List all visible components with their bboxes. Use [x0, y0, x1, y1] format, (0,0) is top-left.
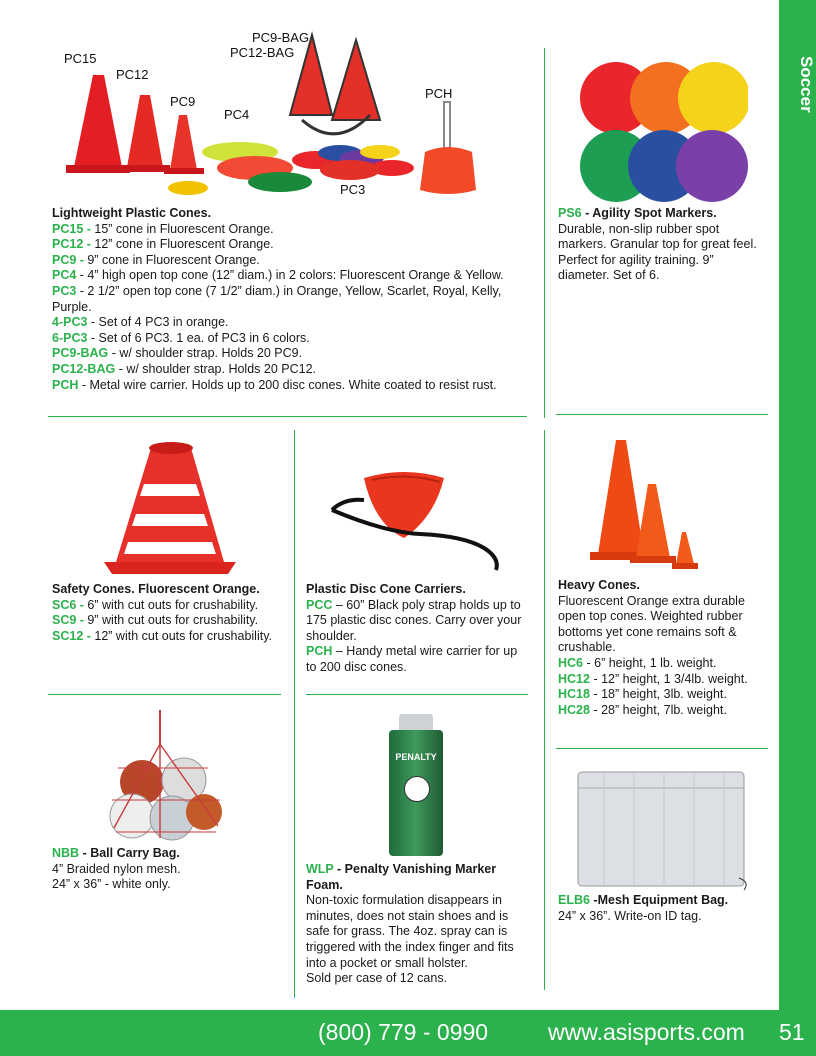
- heavy-cones-description: [558, 578, 770, 718]
- list-item: PC12-BAG - w/ shoulder strap. Holds 20 PC12.: [52, 361, 317, 376]
- product-code: ELB6: [558, 893, 590, 907]
- cone-label-pc12: PC12: [116, 67, 149, 82]
- column-divider: [544, 430, 545, 990]
- safety-cone-image: [96, 434, 246, 580]
- section-label: Soccer: [797, 55, 816, 113]
- list-item: PC9-BAG - w/ shoulder strap. Holds 20 PC9.: [52, 346, 303, 361]
- mesh-bag-image: [574, 768, 754, 894]
- cones-description: [52, 206, 532, 393]
- list-item: PCC – 60” Black poly strap holds up to 175 plastic disc cones. Carry over your shoulder.: [306, 597, 522, 643]
- section-divider: [306, 694, 528, 695]
- spot-marker: [676, 130, 748, 202]
- product-code: PS6: [558, 206, 582, 220]
- spot-marker: [678, 62, 748, 134]
- spot-markers-description: [558, 206, 768, 284]
- cone-label-pc9-bag: PC9-BAG: [252, 30, 310, 45]
- page-footer: [0, 1010, 816, 1056]
- product-code: NBB: [52, 846, 80, 860]
- safety-cones-description: [52, 582, 284, 644]
- list-item: PC15 - 15” cone in Fluorescent Orange.: [52, 221, 274, 236]
- section-divider: [48, 694, 281, 695]
- foam-can-image: [389, 714, 443, 856]
- disc-carrier-image: [324, 438, 520, 578]
- product-body: 24” x 36” - white only.: [52, 877, 171, 892]
- list-item: PC3 - 2 1/2” open top cone (7 1/2” diam.) in Orange, Yellow, Scarlet, Royal, Kelly, Purple.: [52, 283, 502, 314]
- spot-markers-image: [578, 60, 748, 204]
- section-divider: [48, 416, 527, 417]
- product-body: 4” Braided nylon mesh.: [52, 861, 181, 876]
- cone-label-pc3: PC3: [340, 182, 366, 197]
- page-number: 51: [779, 1019, 805, 1045]
- list-item: SC9 - 9” with cut outs for crushability.: [52, 613, 259, 628]
- product-body: Non-toxic formulation disappears in minutes, does not stain shoes and is safe for grass. The 4oz. spray can is triggered with the index finger and fits into a pocket or small holster.: [306, 893, 514, 970]
- heavy-cones-image: [588, 434, 708, 576]
- section-divider: [556, 748, 768, 749]
- ball-bag-image: [108, 708, 224, 844]
- list-item: PC9 - 9” cone in Fluorescent Orange.: [52, 252, 260, 267]
- list-item: HC6 - 6” height, 1 lb. weight.: [558, 655, 717, 670]
- list-item: HC18 - 18” height, 3lb. weight.: [558, 687, 727, 702]
- can-label: PENALTY: [395, 752, 437, 762]
- mesh-bag-description: [558, 893, 770, 924]
- column-divider: [544, 48, 545, 418]
- list-item: SC12 - 12” with cut outs for crushability.: [52, 628, 272, 643]
- product-title: - Agility Spot Markers.: [581, 206, 717, 220]
- disc-carriers-description: [306, 582, 530, 676]
- cone-label-pc15: PC15: [64, 51, 97, 66]
- list-item: PCH - Metal wire carrier. Holds up to 200 disc cones. White coated to resist rust.: [52, 377, 497, 392]
- ball-bag-description: [52, 846, 284, 893]
- cone-label-pc4: PC4: [224, 107, 250, 122]
- product-title: Safety Cones. Fluorescent Orange.: [52, 582, 260, 596]
- phone-number[interactable]: (800) 779 - 0990: [318, 1019, 489, 1045]
- section-sidebar: [779, 0, 816, 1010]
- list-item: 6-PC3 - Set of 6 PC3. 1 ea. of PC3 in 6 colors.: [52, 330, 310, 345]
- list-item: HC12 - 12” height, 1 3/4lb. weight.: [558, 671, 748, 686]
- product-title: Plastic Disc Cone Carriers.: [306, 582, 466, 596]
- website-link[interactable]: www.asisports.com: [548, 1019, 745, 1045]
- section-divider: [556, 414, 768, 415]
- cone-label-pc9: PC9: [170, 94, 196, 109]
- list-item: PC12 - 12” cone in Fluorescent Orange.: [52, 237, 274, 252]
- list-item: PC4 - 4” high open top cone (12” diam.) in 2 colors: Fluorescent Orange & Yellow.: [52, 268, 504, 283]
- cones-title: Lightweight Plastic Cones.: [52, 206, 212, 220]
- list-item: HC28 - 28” height, 7lb. weight.: [558, 702, 727, 717]
- product-title: - Ball Carry Bag.: [79, 846, 180, 860]
- product-title: -Mesh Equipment Bag.: [589, 893, 729, 907]
- list-item: 4-PC3 - Set of 4 PC3 in orange.: [52, 315, 229, 330]
- cone-label-pc12-bag: PC12-BAG: [230, 45, 295, 60]
- list-item: SC6 - 6” with cut outs for crushability.: [52, 597, 259, 612]
- product-body: Fluorescent Orange extra durable open top cones. Weighted rubber bottoms yet cone remains soft & crushable.: [558, 593, 745, 655]
- product-code: WLP: [306, 862, 334, 876]
- product-title: - Penalty Vanishing Marker Foam.: [306, 862, 497, 892]
- product-footnote: Sold per case of 12 cans.: [306, 971, 448, 986]
- foam-description: [306, 862, 534, 987]
- product-body: 24” x 36”. Write-on ID tag.: [558, 908, 702, 923]
- list-item: PCH – Handy metal wire carrier for up to 200 disc cones.: [306, 644, 518, 674]
- product-title: Heavy Cones.: [558, 578, 640, 592]
- product-body: Durable, non-slip rubber spot markers. Granular top for great feel. Perfect for agility training. 9” diameter. Set of 6.: [558, 221, 757, 283]
- cone-label-pch: PCH: [425, 86, 453, 101]
- column-divider: [294, 430, 295, 998]
